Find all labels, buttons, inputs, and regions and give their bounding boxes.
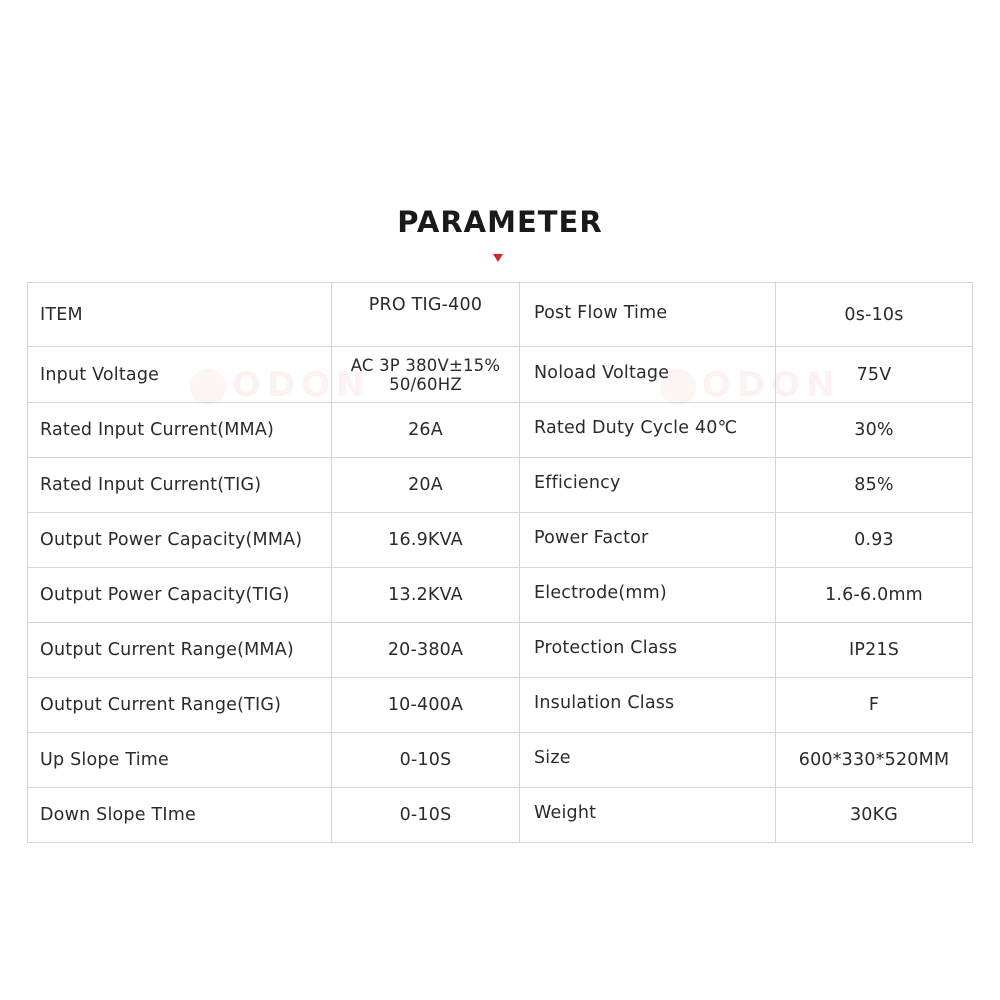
param-value: 13.2KVA: [332, 568, 520, 623]
param-label: Output Current Range(MMA): [28, 623, 332, 678]
param-value: 75V: [776, 347, 973, 403]
table-row: [28, 568, 973, 623]
param-value: 20-380A: [332, 623, 520, 678]
param-label: Output Power Capacity(TIG): [28, 568, 332, 623]
param-value-line: AC 3P 380V±15%: [350, 355, 501, 375]
param-label: Size: [520, 733, 776, 788]
param-label: Noload Voltage: [520, 347, 776, 403]
table-row: [28, 283, 973, 347]
watermark-logo: ODON: [660, 365, 840, 405]
param-label: Weight: [520, 788, 776, 843]
param-value: 1.6-6.0mm: [776, 568, 973, 623]
param-value: 0s-10s: [776, 283, 973, 347]
param-label: Down Slope TIme: [28, 788, 332, 843]
param-label: Rated Input Current(MMA): [28, 403, 332, 458]
param-label: Output Power Capacity(MMA): [28, 513, 332, 568]
param-value: 20A: [332, 458, 520, 513]
param-value: 10-400A: [332, 678, 520, 733]
page-title: PARAMETER: [397, 205, 603, 239]
param-value: 16.9KVA: [332, 513, 520, 568]
table-row: [28, 513, 973, 568]
param-value: 0.93: [776, 513, 973, 568]
param-label: Efficiency: [520, 458, 776, 513]
param-value: 0-10S: [332, 788, 520, 843]
param-value: [332, 347, 520, 403]
param-value: 30%: [776, 403, 973, 458]
param-label: ITEM: [28, 283, 332, 347]
param-label: Post Flow Time: [520, 283, 776, 347]
param-label: Power Factor: [520, 513, 776, 568]
table-row: [28, 623, 973, 678]
param-label: Input Voltage: [28, 347, 332, 403]
param-label: Up Slope Time: [28, 733, 332, 788]
param-label: Protection Class: [520, 623, 776, 678]
param-value: IP21S: [776, 623, 973, 678]
table-row: [28, 458, 973, 513]
parameter-table: [27, 282, 973, 843]
param-value: 30KG: [776, 788, 973, 843]
param-label: Output Current Range(TIG): [28, 678, 332, 733]
table-row: [28, 788, 973, 843]
param-value-line: 50/60HZ: [389, 374, 462, 394]
param-label: Rated Duty Cycle 40℃: [520, 403, 776, 458]
table-row: [28, 347, 973, 403]
param-value: 0-10S: [332, 733, 520, 788]
table-row: [28, 733, 973, 788]
param-value: 26A: [332, 403, 520, 458]
param-value: 85%: [776, 458, 973, 513]
table-row: [28, 403, 973, 458]
param-value: F: [776, 678, 973, 733]
triangle-down-icon: [493, 254, 503, 262]
param-label: Rated Input Current(TIG): [28, 458, 332, 513]
table-row: [28, 678, 973, 733]
param-label: Electrode(mm): [520, 568, 776, 623]
param-label: Insulation Class: [520, 678, 776, 733]
param-value: 600*330*520MM: [776, 733, 973, 788]
watermark-logo: ODON: [190, 365, 370, 405]
param-value: PRO TIG-400: [332, 283, 520, 347]
